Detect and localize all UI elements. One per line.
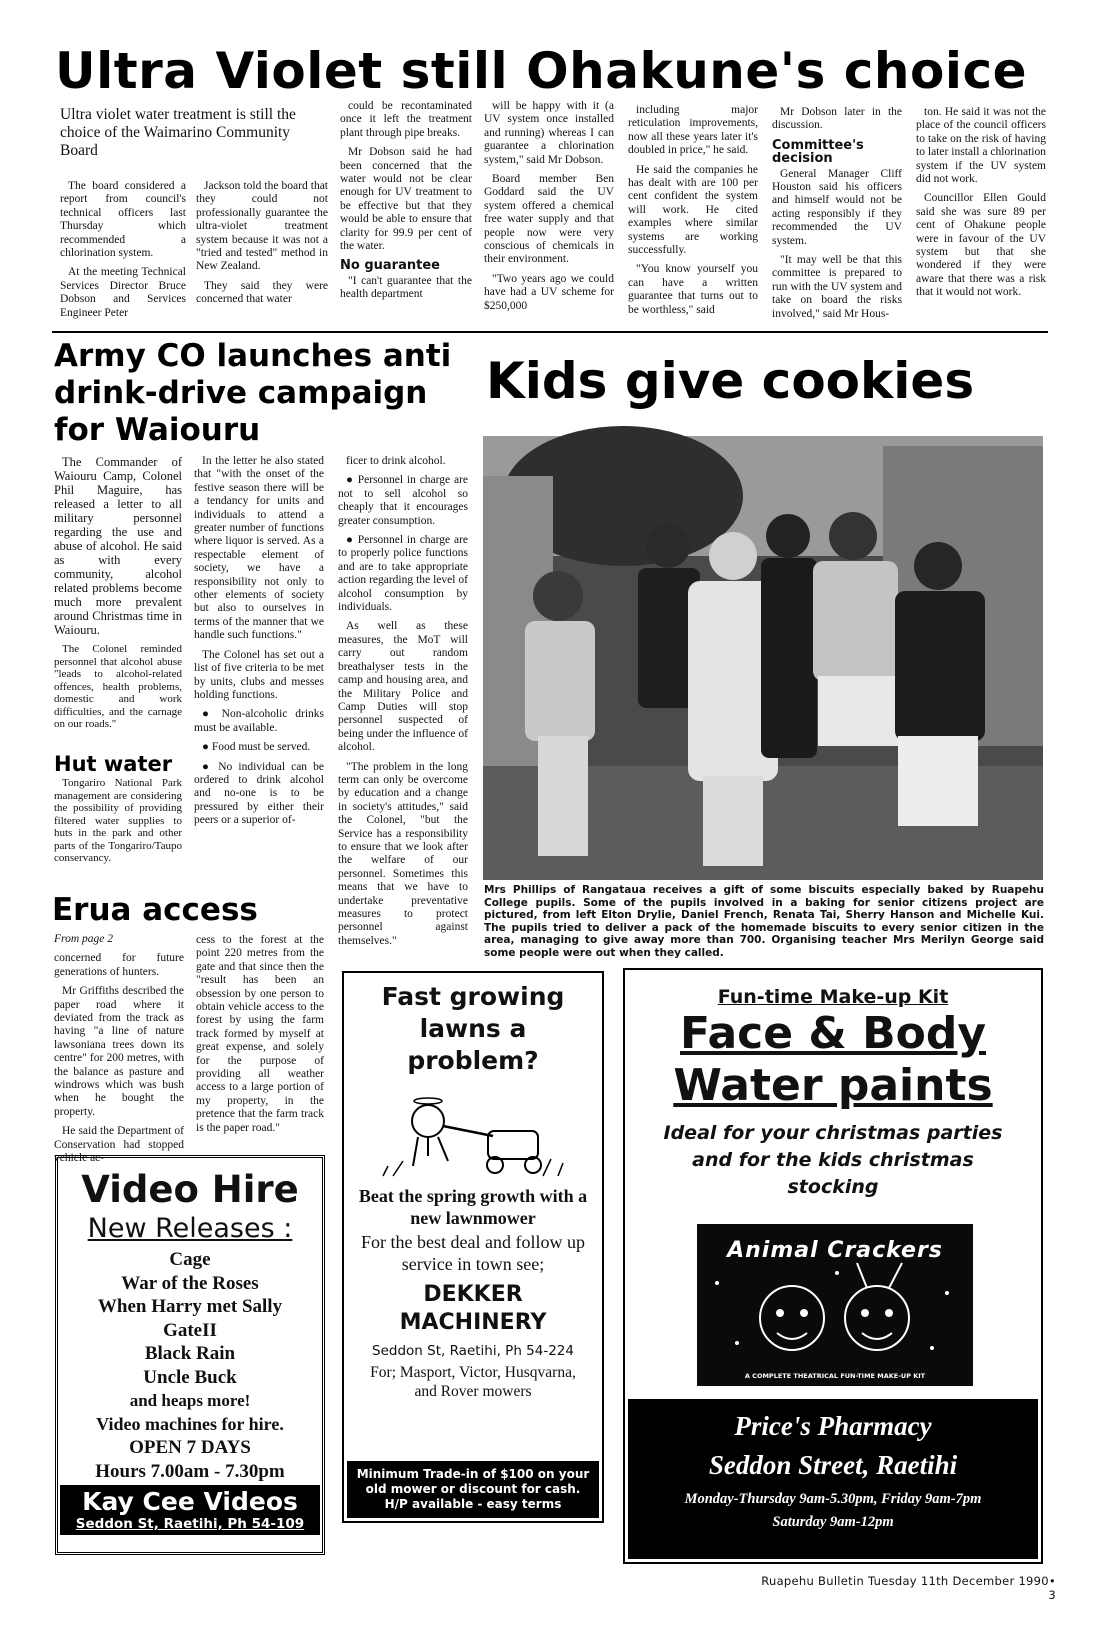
hut-body [54,777,182,895]
uv-col-2 [196,180,328,328]
hut-headline: Hut water [54,752,173,776]
army-c3-p1: ficer to drink alcohol. [346,455,446,467]
uv-c4-p3: "Two years ago we could have had a UV scheme for $250,000 [484,272,614,312]
uv-col-4 [484,100,614,328]
army-c2-p1: In the letter he also stated that "with the onset of the festive season there will be a tendancy for units and individuals to attend a greater number of functions where liquor is served. As a respectable element of society, we have a responsibility not only to other elements of society but also to ourselves in terms of the manner that we handle such functions." [194,455,324,642]
uv-c5-p2: He said the companies he has dealt with are 100 per cent confident the system will work. He cited examples where similar systems are working successfully. [628,163,758,257]
erua-headline: Erua access [52,892,258,928]
uv-col-3 [340,100,472,328]
pharmacy-banner [628,1399,1038,1559]
erua-c1-p3: He said the Department of Conservation had stopped vehicle ac- [54,1125,184,1165]
video-hire-ad [55,1155,325,1555]
pharmacy-hours-1: Monday-Thursday 9am-5.30pm, Friday 9am-7pm [684,1491,982,1507]
pharmacy-hours-2: Saturday 9am-12pm [772,1514,894,1530]
army-c1-p2: The Colonel reminded personnel that alcohol abuse "leads to alcohol-related offences, health problems, domestic and work difficulties, and the carnage on our roads." [54,643,182,730]
video-shop-name: Kay Cee Videos [82,1487,298,1516]
uv-c6-p3: "It may well be that this committee is prepared to run with the UV system and take on board the risks involved," said Mr Hous- [772,254,902,320]
uv-subhead-no-guarantee: No guarantee [340,258,440,274]
uv-c1-p2: At the meeting Technical Services Director Bruce Dobson and Services Engineer Peter [60,266,186,319]
bunny-faces-icon [697,1263,973,1363]
pharmacy-ad [623,968,1043,1564]
top-divider [52,331,1048,333]
pharmacy-store-name: Price's Pharmacy [734,1411,932,1441]
army-c2-p3: ● Non-alcoholic drinks must be available. [194,708,324,734]
page-footer: Ruapehu Bulletin Tuesday 11th December 1990• 3 [761,1574,1056,1602]
erua-from: From page 2 [54,933,113,945]
uv-c1-p1: The board considered a report from council's technical officers last Thursday which recommended a chlorination system. [60,180,186,260]
pharmacy-title-line1: Face & Body [679,1008,987,1059]
pharmacy-kicker: Fun-time Make-up Kit [717,986,949,1008]
video-hire-subtitle: New Releases : [87,1213,293,1244]
uv-col-1 [60,180,186,320]
video-movie: War of the Roses [121,1272,259,1294]
video-movie: GateII [163,1319,217,1341]
product-tagline-small: A COMPLETE THEATRICAL FUN-TIME MAKE-UP KIT [744,1372,926,1380]
erua-c1-p1: concerned for future generations of hunters. [54,952,184,978]
video-more: and heaps more! [129,1391,251,1410]
army-col-2 [194,455,324,895]
lawn-tag2: For the best deal and follow up service in town see; [361,1232,585,1274]
lawn-title: Fast growing lawns a problem? [381,982,565,1075]
video-movie: Cage [169,1249,211,1270]
mower-cartoon-icon [373,1081,573,1181]
lawn-tag1: Beat the spring growth with a new lawnmower [358,1186,588,1228]
army-col-3 [338,455,468,965]
army-c3-p2: ● Personnel in charge are not to sell alcohol so cheaply that it encourages greater consumption. [338,474,468,527]
lawn-trade-banner: Minimum Trade-in of $100 on your old mower or discount for cash. H/P available - easy terms [347,1461,599,1518]
army-c2-p4: ● Food must be served. [202,741,311,754]
lawnmower-ad [342,971,604,1523]
pharmacy-tagline: Ideal for your christmas parties and for the kids christmas stocking [663,1122,1003,1198]
uv-c3-p1: could be recontaminated once it left the treatment plant through pipe breaks. [340,100,472,139]
army-col-1 [54,455,182,755]
video-shop-address: Seddon St, Raetihi, Ph 54-109 [75,1516,305,1532]
video-movie: When Harry met Sally [97,1296,283,1317]
product-name: Animal Crackers [727,1238,943,1263]
uv-c6-p2: General Manager Cliff Houston said his officers and himself would not be acting responsibly if they recommended the UV system. [772,167,902,247]
uv-subhead-committee: Committee's decision [772,137,864,167]
army-c3-p3: ● Personnel in charge are to properly police functions and are to take appropriate action regarding the level of alcohol consumption by individuals. [338,534,468,614]
uv-col-5 [628,104,758,328]
uv-intro: Ultra violet water treatment is still the choice of the Waimarino Community Board [60,106,296,159]
kids-headline: Kids give cookies [486,352,975,410]
uv-c7-p2: Councillor Ellen Gould said she was sure 89 per cent of Ohakune people were in favour of the UV system but that she wondered if they were aware that there was a risk that it would not work. [916,192,1046,299]
lawn-address: Seddon St, Raetihi, Ph 54-224 [372,1343,574,1359]
kids-photo [483,436,1043,880]
hut-p1: Tongariro National Park management are considering the possibility of providing filtered water supplies to huts in the park and other parts of the Tongariro/Taupo conservancy. [54,777,182,864]
uv-c4-p1: will be happy with it (a UV system once installed and running) whereas I can guarantee a chlorination system," said Mr Dobson. [484,100,614,166]
uv-c7-p1: ton. He said it was not the place of the council officers to take on the risk of having to later install a chlorination system if the UV system did not work. [916,106,1046,186]
uv-headline: Ultra Violet still Ohakune's choice [55,42,1028,100]
kids-photo-image [483,436,1043,880]
lawnmower-illustration [344,1081,602,1181]
uv-c5-p1: including major reticulation improvements, now all these years later it's doubled in price," he said. [628,104,758,157]
uv-c3-p2: Mr Dobson said he had been concerned that the water would not be clear enough for UV treatment to be effective but that they would be able to ensure that clarity for 99.9 per cent of the water. [340,146,472,253]
uv-c3-p3: "I can't guarantee that the health department [340,274,472,301]
uv-c2-p2: They said they were concerned that water [196,279,328,306]
video-movie: Black Rain [144,1343,236,1364]
erua-c1-p2: Mr Griffiths described the paper road where it deviated from the track as having "a line of nature lawsoniana trees down its centre" for 200 metres, with the balance as pasture and windrows which was bush when he bought the property. [54,985,184,1118]
video-machines: Video machines for hire. [96,1413,284,1434]
pharmacy-title-line2: Water paints [673,1060,993,1111]
army-c3-p5: "The problem in the long term can only be overcome by education and a change in society's attitudes," said the Colonel, "but the Service has a responsibility to ensure that we look after the welfare of our personnel. Sometimes this means that we have to undertake preventative measures to protect personnel against themselves." [338,760,468,947]
pharmacy-street: Seddon Street, Raetihi [708,1450,958,1480]
uv-c4-p2: Board member Ben Goddard said the UV system offered a chemical free water supply and that people now were very conscious of chemicals in their environment. [484,173,614,266]
lawn-company: DEKKER MACHINERY [399,1282,547,1335]
animal-crackers-product [697,1224,973,1386]
video-hours: Hours 7.00am - 7.30pm [95,1460,285,1482]
uv-c2-p1: Jackson told the board that they could not professionally guarantee the ultra-violet treatment system because it was not a "tried and tested" method in New Zealand. [196,180,328,273]
army-headline: Army CO launches anti drink-drive campaign for Waiouru [54,338,452,448]
lawn-brands: For; Masport, Victor, Husqvarna, and Rover mowers [370,1364,576,1400]
video-movie: Uncle Buck [143,1366,237,1388]
uv-c6-p1: Mr Dobson later in the discussion. [772,106,902,132]
kids-caption: Mrs Phillips of Rangataua receives a gift of some biscuits especially baked by Ruapehu College pupils. Some of the pupils involved in a baking for senior citizens project are pictured, from left Elton Drylie, Daniel French, Renata Tai, Sherry Hanson and Michelle Kui. The pupils tried to deliver a pack of the homemade biscuits to every senior citizen in the area, managing to give away more than 700. Organising teacher Mrs Merilyn George said some people were out when they called. [484,884,1044,959]
army-c3-p4: As well as these measures, the MoT will carry out random breathalyser tests in the camp and housing area, and the Military Police and Camp Duties will stop personnel suspected of being under the influence of alcohol. [338,620,468,754]
uv-col-6 [772,106,902,328]
video-open: OPEN 7 DAYS [129,1437,251,1458]
erua-c2-p1: cess to the forest at the point 220 metres from the gate and that since then the "result has been an obsession by one person to obtain vehicle access to the forest by using the farm track formed by myself at great expense, and solely for the purpose of providing all weather access to a large portion of my property, in the pretence that the farm track is the paper road." [196,934,324,1134]
uv-col-7 [916,106,1046,328]
video-shop-banner [60,1485,320,1535]
uv-c5-p3: "You know yourself you can have a written guarantee that turns out to be worthless," said [628,263,758,316]
army-c2-p5: ● No individual can be ordered to drink alcohol and no-one is to be pressured by either their peers or a superior of- [194,760,324,827]
erua-col-1 [54,933,184,1165]
video-hire-title: Video Hire [81,1168,299,1211]
army-c2-p2: The Colonel has set out a list of five criteria to be met by units, clubs and messes holding functions. [194,648,324,701]
erua-col-2 [196,934,324,1148]
army-c1-p1: The Commander of Waiouru Camp, Colonel Phil Maguire, has released a letter to all military personnel regarding the use and abuse of alcohol. He said as with every community, alcohol related problems become much more prevalent around Christmas time in Waiouru. [54,455,182,637]
